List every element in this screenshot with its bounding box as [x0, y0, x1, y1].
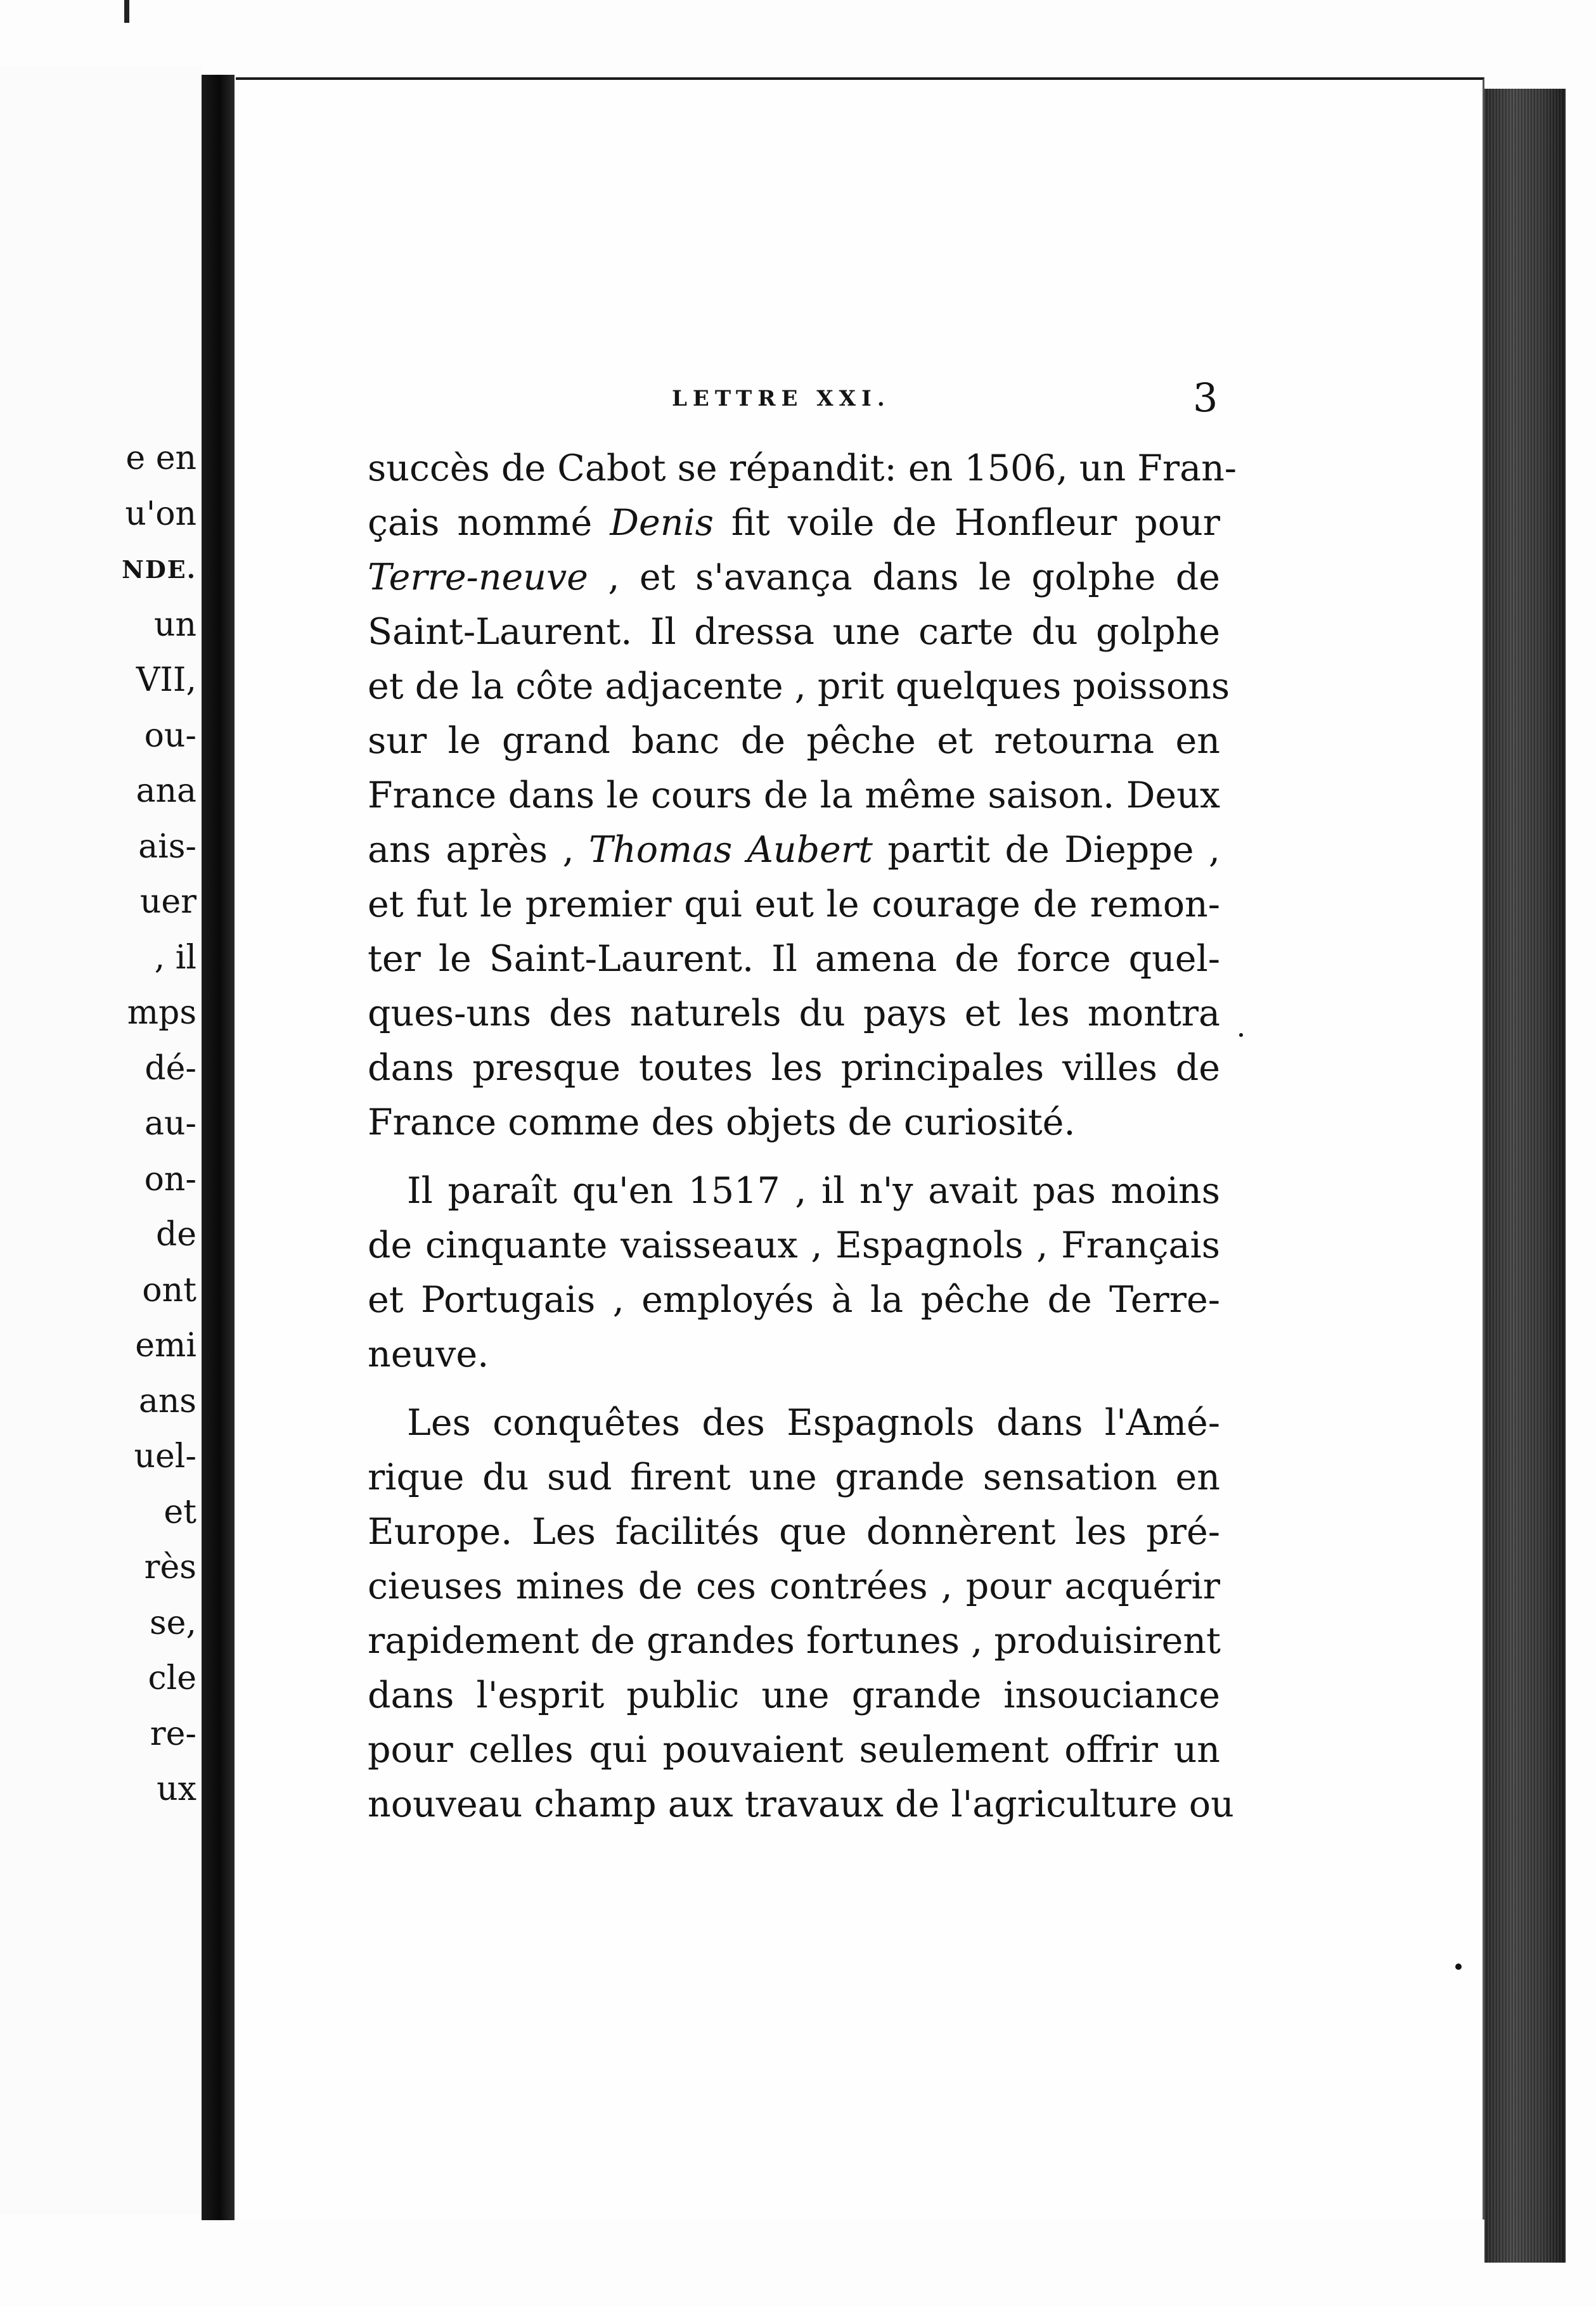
- left-page-line: VII,: [136, 661, 196, 699]
- text-line: [368, 1041, 1220, 1095]
- ink-speck: [1455, 1963, 1462, 1970]
- text-segment: neuve.: [368, 1333, 489, 1375]
- italic-name: Thomas Aubert: [588, 829, 873, 871]
- text-line: [368, 714, 1220, 768]
- text-segment: et de la côte adjacente , prit quelques poissons: [368, 665, 1230, 707]
- left-page-line: NDE.: [122, 555, 196, 584]
- left-page-line: re-: [150, 1714, 196, 1753]
- text-line: [368, 823, 1220, 877]
- top-edge-mark: [124, 0, 129, 23]
- text-segment: rique du sud firent une grande sensation en: [368, 1456, 1220, 1498]
- text-line: [368, 1505, 1220, 1559]
- left-page-line: e en: [125, 439, 196, 477]
- text-segment: ans après ,: [368, 829, 589, 871]
- text-line: [368, 1164, 1220, 1218]
- text-segment: ter le Saint-Laurent. Il amena de force quel-: [368, 938, 1220, 980]
- left-page-line: cle: [148, 1659, 196, 1697]
- left-page-line: , il: [154, 938, 196, 977]
- text-line: [368, 550, 1220, 605]
- book-fore-edge: [1484, 89, 1566, 2263]
- left-page-line: dé-: [145, 1049, 196, 1088]
- left-page-line: au-: [144, 1105, 196, 1143]
- text-line: [368, 1327, 1220, 1382]
- text-line: [368, 1273, 1220, 1327]
- text-segment: et Portugais , employés à la pêche de Terre-: [368, 1279, 1220, 1321]
- text-segment: fit voile de Honfleur pour: [713, 502, 1220, 544]
- text-segment: rapidement de grandes fortunes , produisirent: [368, 1620, 1221, 1662]
- left-page-line: uer: [139, 883, 196, 921]
- text-segment: succès de Cabot se répandit: en 1506, un Fran-: [368, 447, 1237, 489]
- left-page-line: ont: [142, 1271, 196, 1309]
- ink-speck: [1239, 1033, 1243, 1037]
- left-page-line: ana: [136, 772, 196, 810]
- text-segment: cieuses mines de ces contrées , pour acquérir: [368, 1565, 1220, 1607]
- page-header: [236, 375, 1453, 425]
- text-line: [368, 768, 1220, 823]
- text-line: [368, 1559, 1220, 1614]
- left-page-line: mps: [127, 994, 196, 1032]
- text-line: [368, 1614, 1220, 1668]
- left-page-line: ans: [138, 1382, 196, 1420]
- text-line: [368, 1723, 1220, 1777]
- left-page-line: se,: [150, 1603, 196, 1642]
- left-page-line: et: [164, 1493, 196, 1531]
- left-page-line: un: [154, 605, 196, 644]
- text-segment: de cinquante vaisseaux , Espagnols , Français: [368, 1224, 1220, 1266]
- text-line: [368, 1095, 1220, 1150]
- paragraph: [368, 1396, 1234, 1832]
- text-line: [368, 1668, 1220, 1723]
- left-page-line: u'on: [125, 494, 196, 533]
- left-page-line: rès: [144, 1548, 196, 1586]
- text-segment: dans presque toutes les principales villes de: [368, 1047, 1220, 1089]
- text-line: [368, 986, 1220, 1041]
- text-line: [368, 1218, 1220, 1273]
- text-segment: France comme des objets de curiosité.: [368, 1102, 1076, 1143]
- paragraph: [368, 441, 1237, 1150]
- text-segment: France dans le cours de la même saison. Deux: [368, 774, 1220, 816]
- text-segment: Europe. Les facilités que donnèrent les pré-: [368, 1511, 1220, 1553]
- paragraph-gap: [368, 1150, 1220, 1164]
- text-line: [368, 1777, 1234, 1832]
- text-segment: nouveau champ aux travaux de l'agriculture ou: [368, 1783, 1234, 1825]
- book-gutter: [202, 75, 235, 2220]
- left-page-line: uel-: [134, 1437, 196, 1475]
- page-number: 3: [1193, 375, 1218, 421]
- text-segment: dans l'esprit public une grande insouciance: [368, 1674, 1220, 1716]
- text-segment: çais nommé: [368, 502, 610, 544]
- left-page-text-fragments: [0, 431, 196, 1818]
- italic-name: Terre-neuve: [368, 556, 588, 598]
- text-segment: sur le grand banc de pêche et retourna en: [368, 720, 1220, 762]
- running-head: LETTRE XXI.: [672, 386, 891, 411]
- left-page-line: de: [155, 1216, 196, 1254]
- text-line: [368, 932, 1220, 986]
- left-page-line: ou-: [144, 716, 196, 755]
- text-line: [368, 441, 1237, 496]
- text-segment: et fut le premier qui eut le courage de remon-: [368, 884, 1220, 925]
- text-segment: , et s'avança dans le golphe de: [588, 556, 1220, 598]
- left-facing-page: [0, 67, 202, 2215]
- left-page-line: ais-: [138, 827, 196, 866]
- left-page-line: emi: [135, 1327, 196, 1365]
- text-segment: Il paraît qu'en 1517 , il n'y avait pas moins: [407, 1170, 1220, 1212]
- text-line: [368, 496, 1220, 550]
- text-line: [368, 877, 1220, 932]
- left-page-line: ux: [157, 1770, 196, 1808]
- text-line: [368, 659, 1230, 714]
- text-line: [368, 1396, 1220, 1450]
- text-line: [368, 1450, 1220, 1505]
- left-page-line: on-: [144, 1160, 196, 1198]
- text-segment: partit de Dieppe ,: [872, 829, 1221, 871]
- text-segment: pour celles qui pouvaient seulement offrir un: [368, 1729, 1220, 1771]
- paragraph: [368, 1164, 1220, 1382]
- text-segment: Les conquêtes des Espagnols dans l'Amé-: [407, 1402, 1220, 1444]
- text-line: [368, 605, 1220, 659]
- italic-name: Denis: [610, 502, 714, 544]
- body-text: [368, 441, 1237, 1832]
- text-segment: Saint-Laurent. Il dressa une carte du golphe: [368, 611, 1220, 653]
- paragraph-gap: [368, 1382, 1220, 1396]
- text-segment: ques-uns des naturels du pays et les montra: [368, 993, 1220, 1034]
- right-page: [236, 77, 1484, 2220]
